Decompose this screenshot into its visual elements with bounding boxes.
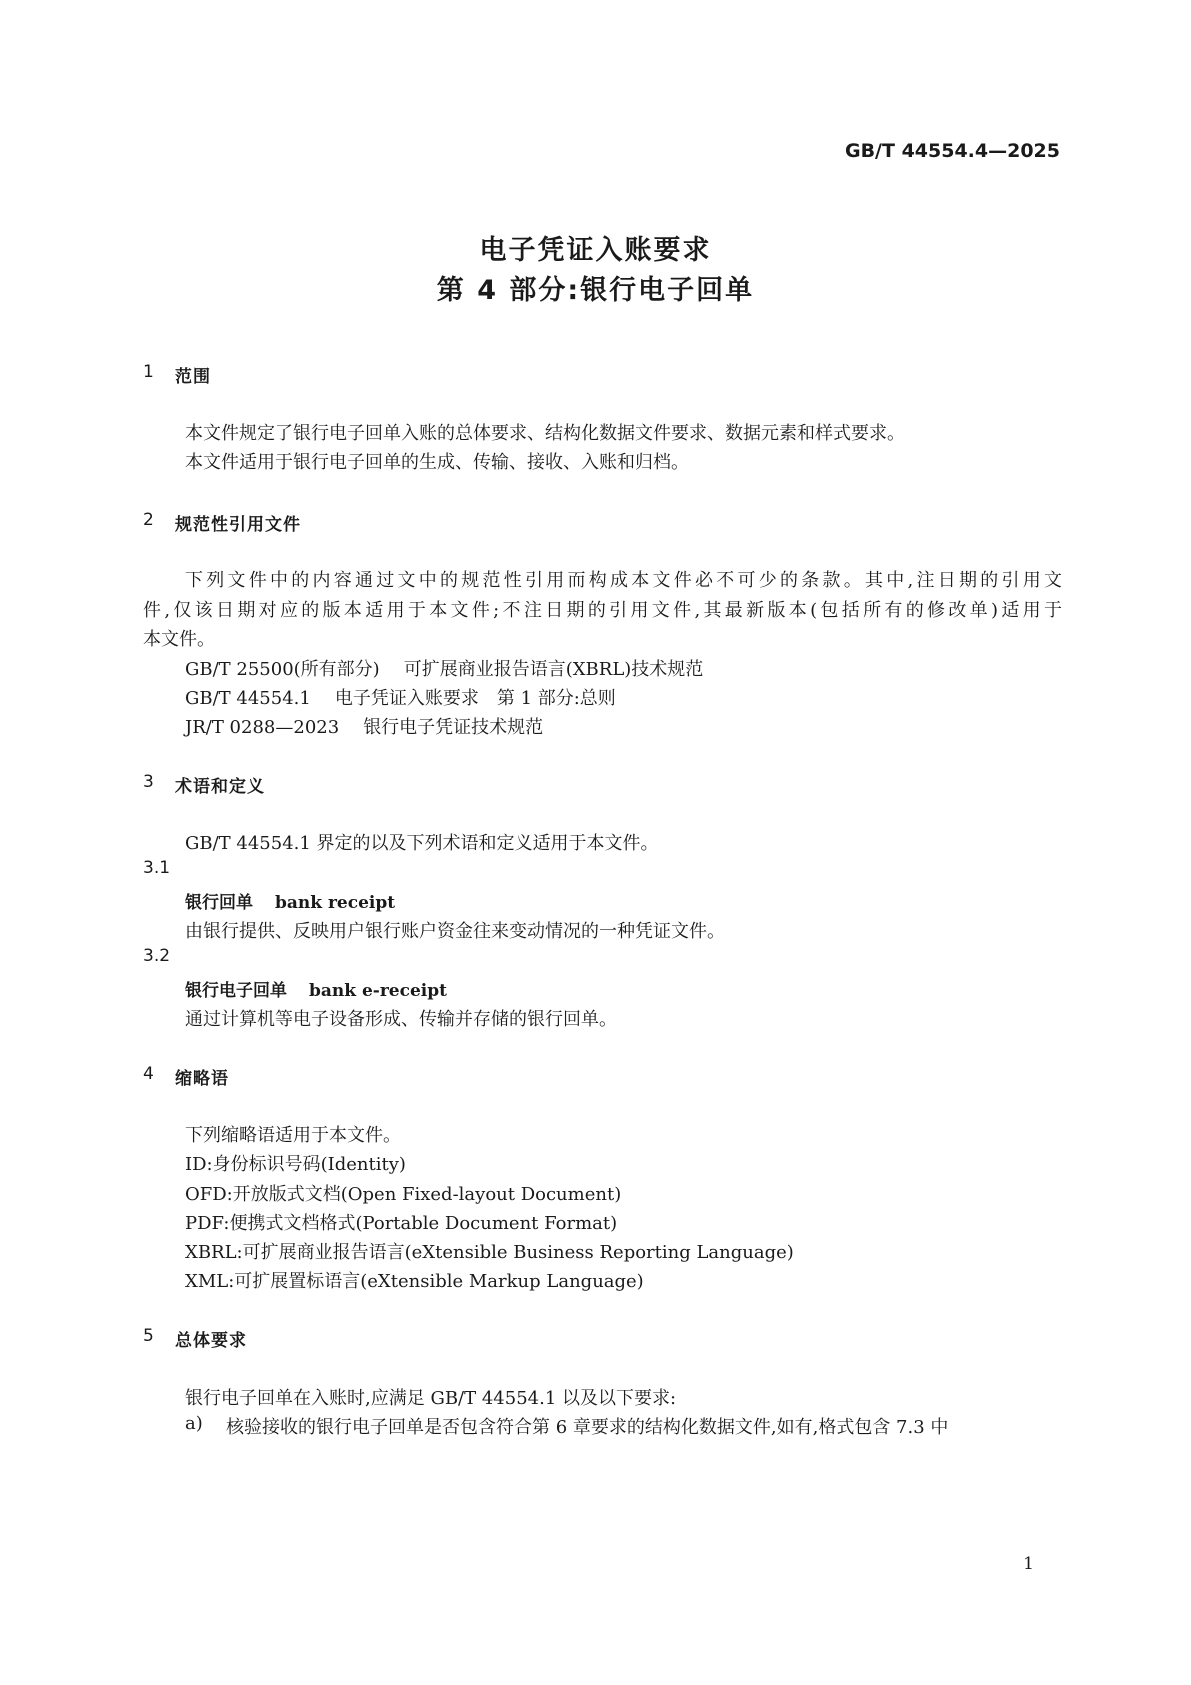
page-number: 1 xyxy=(1023,1554,1034,1574)
term-number: 3.1 xyxy=(143,858,171,878)
reference-item xyxy=(185,655,703,681)
reference-name: 银行电子凭证技术规范 xyxy=(363,717,544,738)
section-4-title: 缩略语 xyxy=(175,1069,229,1089)
section-1-title: 范围 xyxy=(175,367,211,387)
section-4-intro: 下列缩略语适用于本文件。 xyxy=(185,1125,401,1146)
standard-number: GB/T 44554.4—2025 xyxy=(844,140,1060,162)
term-zh: 银行电子回单 xyxy=(185,981,287,1001)
term-en: bank receipt xyxy=(275,893,396,913)
section-2-intro-line-3: 本文件。 xyxy=(143,629,215,650)
section-2-number: 2 xyxy=(143,510,154,530)
section-5-intro: 银行电子回单在入账时,应满足 GB/T 44554.1 以及以下要求: xyxy=(185,1388,677,1409)
term-en: bank e-receipt xyxy=(309,981,447,1001)
list-item-text: 核验接收的银行电子回单是否包含符合第 6 章要求的结构化数据文件,如有,格式包含 7.3 中 xyxy=(226,1417,949,1438)
abbreviation-item: OFD:开放版式文档(Open Fixed-layout Document) xyxy=(185,1184,622,1205)
reference-item xyxy=(185,713,543,739)
term-definition: 通过计算机等电子设备形成、传输并存储的银行回单。 xyxy=(185,1009,617,1030)
reference-name: 电子凭证入账要求 第 1 部分:总则 xyxy=(334,688,616,709)
term-zh: 银行回单 xyxy=(185,893,253,913)
term-definition: 由银行提供、反映用户银行账户资金往来变动情况的一种凭证文件。 xyxy=(185,921,725,942)
list-item-label: a) xyxy=(185,1413,203,1434)
section-4-number: 4 xyxy=(143,1064,154,1084)
reference-code: GB/T 25500(所有部分) xyxy=(185,659,380,680)
document-title-line1: 电子凭证入账要求 xyxy=(479,235,712,266)
abbreviation-item: ID:身份标识号码(Identity) xyxy=(185,1154,406,1175)
abbreviation-item: PDF:便携式文档格式(Portable Document Format) xyxy=(185,1213,618,1234)
section-1-paragraph-2: 本文件适用于银行电子回单的生成、传输、接收、入账和归档。 xyxy=(185,452,689,473)
reference-code: GB/T 44554.1 xyxy=(185,688,311,709)
section-2-intro-line-2: 件,仅该日期对应的版本适用于本文件;不注日期的引用文件,其最新版本(包括所有的修改单)适用于 xyxy=(143,600,1062,621)
section-5-number: 5 xyxy=(143,1326,154,1346)
abbreviation-item: XML:可扩展置标语言(eXtensible Markup Language) xyxy=(185,1271,644,1292)
section-5-title: 总体要求 xyxy=(175,1331,247,1351)
term-number: 3.2 xyxy=(143,946,171,966)
abbreviation-item: XBRL:可扩展商业报告语言(eXtensible Business Reporting Language) xyxy=(185,1242,794,1263)
reference-item xyxy=(185,684,616,710)
reference-name: 可扩展商业报告语言(XBRL)技术规范 xyxy=(403,659,704,680)
section-3-number: 3 xyxy=(143,772,154,792)
section-3-title: 术语和定义 xyxy=(175,777,265,797)
section-2-title: 规范性引用文件 xyxy=(175,515,301,535)
term-heading xyxy=(185,888,395,913)
section-3-intro: GB/T 44554.1 界定的以及下列术语和定义适用于本文件。 xyxy=(185,833,659,854)
section-1-number: 1 xyxy=(143,362,154,382)
section-2-intro-line-1: 下列文件中的内容通过文中的规范性引用而构成本文件必不可少的条款。其中,注日期的引用文 xyxy=(185,570,1062,591)
reference-code: JR/T 0288—2023 xyxy=(185,717,340,738)
section-1-paragraph-1: 本文件规定了银行电子回单入账的总体要求、结构化数据文件要求、数据元素和样式要求。 xyxy=(185,423,905,444)
document-title-line2: 第 4 部分:银行电子回单 xyxy=(436,275,755,306)
term-heading xyxy=(185,976,447,1001)
